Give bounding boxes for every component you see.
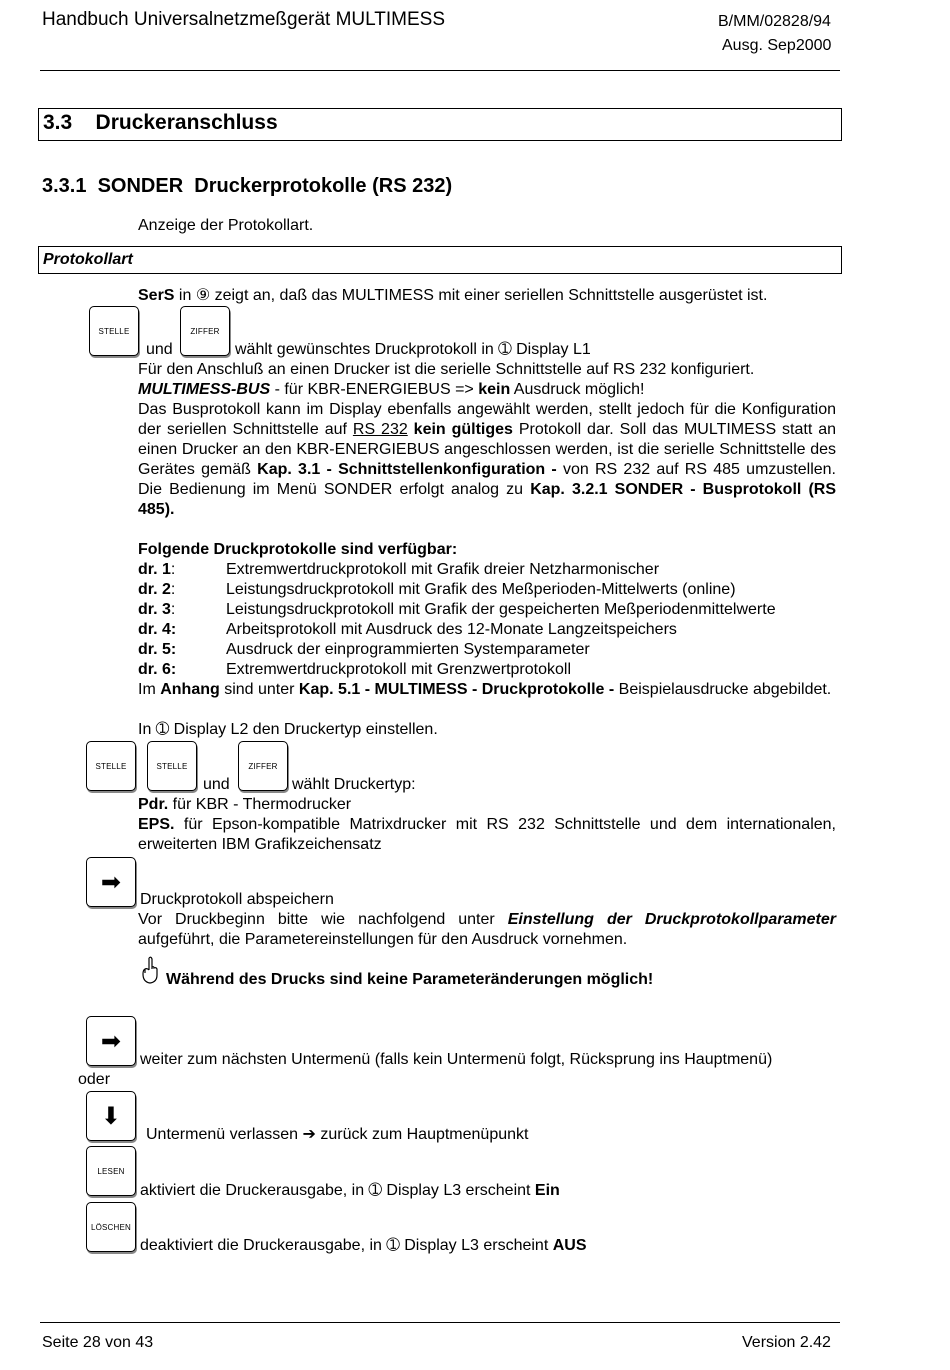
next-submenu-text: weiter zum nächsten Untermenü (falls kein Untermenü folgt, Rücksprung ins Hauptmenü) (140, 1051, 773, 1068)
kein-text: kein (478, 381, 511, 398)
before-print-text-a: Vor Druckbeginn bitte wie nachfolgend unter (138, 911, 508, 928)
anhang-paragraph (138, 680, 836, 700)
anhang-text-d: Beispielausdrucke abgebildet. (614, 681, 832, 698)
protocol-item (138, 640, 590, 660)
lesen-key[interactable]: LESEN (86, 1146, 136, 1196)
multimess-bus-text: - für KBR-ENERGIEBUS => (270, 381, 479, 398)
stelle-key[interactable]: STELLE (86, 741, 136, 791)
select-printer-text: wählt Druckertyp: (292, 776, 416, 793)
arrow-down-key[interactable]: ⬇ (86, 1091, 136, 1141)
rs232-config-text: Für den Anschluß an einen Drucker ist die serielle Schnittstelle auf RS 232 konfiguriert. (138, 361, 755, 378)
pdr-code: Pdr. (138, 796, 169, 813)
arrow-right-key[interactable]: ➡ (86, 857, 136, 907)
protocol-item (138, 620, 677, 640)
sers-line (138, 286, 767, 306)
section-box (38, 108, 842, 141)
available-heading: Folgende Druckprotokolle sind verfügbar: (138, 541, 458, 558)
protocol-sep: : (170, 601, 176, 618)
parameter-settings-ref: Einstellung der Druckprotokollparameter (507, 911, 836, 928)
protocol-text: Leistungsdruckprotokoll mit Grafik des Meßperioden-Mittelwerts (online) (226, 581, 736, 598)
protocol-item (138, 580, 736, 600)
header-title: Handbuch Universalnetzmeßgerät MULTIMESS (42, 9, 446, 30)
pointing-hand-icon (140, 956, 160, 986)
anhang-text-a: Im (138, 681, 161, 698)
protocol-label: dr. 4: (138, 621, 177, 638)
before-print-text-c: aufgeführt, die Parametereinstellungen für den Ausdruck vornehmen. (138, 931, 628, 948)
deactivate-text: deaktiviert die Druckerausgabe, in ➀ Display L3 erscheint (140, 1237, 553, 1254)
page-number: Seite 28 von 43 (42, 1334, 154, 1351)
sers-code: SerS (138, 287, 175, 304)
document-id: B/MM/02828/94 (718, 13, 831, 30)
p3-kap-321: Kap. 3.2.1 SONDER - Busprotokoll (RS 485). (138, 481, 837, 518)
version: Version 2.42 (742, 1334, 831, 1351)
activate-state: Ein (534, 1182, 560, 1199)
ziffer-key[interactable]: ZIFFER (238, 741, 288, 791)
protocol-sep: : (170, 561, 176, 578)
save-text: Druckprotokoll abspeichern (140, 891, 334, 908)
p3-kein-gueltiges: kein gültiges (407, 421, 513, 438)
sers-text: in ⑨ zeigt an, daß das MULTIMESS mit einer seriellen Schnittstelle ausgerüstet ist. (174, 287, 768, 304)
pdr-text: für KBR - Thermodrucker (168, 796, 352, 813)
protocol-text: Extremwertdruckprotokoll mit Grenzwertprotokoll (226, 661, 571, 678)
footer-rule (40, 1322, 840, 1323)
protocol-text: Arbeitsprotokoll mit Ausdruck des 12-Monate Langzeitspeichers (226, 621, 677, 638)
multimess-bus-line (138, 380, 645, 400)
loeschen-key[interactable]: LÖSCHEN (86, 1202, 136, 1252)
warning-text: Während des Drucks sind keine Parameteränderungen möglich! (166, 971, 654, 988)
protocol-label: dr. 2 (138, 581, 171, 598)
protocol-text: Ausdruck der einprogrammierten Systemparameter (226, 641, 590, 658)
protocol-label: dr. 1 (138, 561, 171, 578)
oder-text: oder (78, 1071, 111, 1088)
eps-text: für Epson-kompatible Matrixdrucker mit RS 232 Schnittstelle und dem internationalen, erweiterten IBM Grafikzeichensatz (138, 816, 836, 853)
header-rule (40, 70, 840, 71)
edition: Ausg. Sep2000 (722, 37, 832, 54)
protocol-sep: : (170, 581, 176, 598)
p3-text-a: Das Busprotokoll kann im Display ebenfalls angewählt werden, stellt jedoch für die Konfiguration der seriellen Schnittstelle auf (138, 401, 836, 438)
protocol-label: dr. 6: (138, 661, 177, 678)
protocol-item (138, 560, 659, 580)
stelle-key[interactable]: STELLE (89, 306, 139, 356)
und-text: und (203, 776, 230, 793)
multimess-bus-term: MULTIMESS-BUS (138, 381, 271, 398)
ziffer-key[interactable]: ZIFFER (180, 306, 230, 356)
anhang-bold: Anhang (160, 681, 220, 698)
eps-paragraph (138, 815, 836, 855)
p3-rs232: RS 232 (352, 421, 408, 438)
subsection-title: 3.3.1 SONDER Druckerprotokolle (RS 232) (42, 175, 453, 197)
protokollart-box (38, 246, 842, 274)
pdr-line (138, 795, 351, 815)
und-text: und (146, 341, 173, 358)
protokollart-label: Protokollart (43, 251, 133, 268)
busprotokoll-paragraph (138, 400, 836, 520)
activate-line (140, 1181, 560, 1201)
protocol-text: Leistungsdruckprotokoll mit Grafik der gespeicherten Meßperiodenmittelwerte (226, 601, 776, 618)
p3-kap-31: Kap. 3.1 - Schnittstellenkonfiguration - (257, 461, 557, 478)
deactivate-state: AUS (552, 1237, 587, 1254)
anhang-kap-51: Kap. 5.1 - MULTIMESS - Druckprotokolle - (298, 681, 615, 698)
protocol-item (138, 660, 571, 680)
leave-submenu-text: Untermenü verlassen ➔ zurück zum Hauptmenüpunkt (146, 1126, 529, 1143)
protocol-label: dr. 5: (138, 641, 177, 658)
display-l2-text: In ➀ Display L2 den Druckertyp einstellen. (138, 721, 438, 738)
ausdruck-text: Ausdruck möglich! (510, 381, 645, 398)
p3-text-d: von RS 232 auf RS 485 umzustellen. Die Bedienung im Menü SONDER erfolgt analog zu (138, 461, 836, 498)
stelle-key[interactable]: STELLE (147, 741, 197, 791)
section-title: 3.3 Druckeranschluss (43, 111, 278, 134)
select-protocol-text: wählt gewünschtes Druckprotokoll in ➀ Display L1 (235, 341, 591, 358)
protocol-text: Extremwertdruckprotokoll mit Grafik dreier Netzharmonischer (226, 561, 660, 578)
eps-code: EPS. (138, 816, 175, 833)
anhang-text-c: sind unter (219, 681, 299, 698)
arrow-right-key[interactable]: ➡ (86, 1016, 136, 1066)
protocol-item (138, 600, 776, 620)
activate-text: aktiviert die Druckerausgabe, in ➀ Display L3 erscheint (140, 1182, 535, 1199)
protocol-label: dr. 3 (138, 601, 171, 618)
intro-text: Anzeige der Protokollart. (138, 217, 314, 234)
before-print-paragraph (138, 910, 836, 950)
p3-text-c: Protokoll dar. Soll das MULTIMESS statt an einen Drucker an den KBR-ENERGIEBUS angeschlossen werden, ist die serielle Schnittstelle des Gerätes gemäß (138, 421, 837, 478)
deactivate-line (140, 1236, 587, 1256)
